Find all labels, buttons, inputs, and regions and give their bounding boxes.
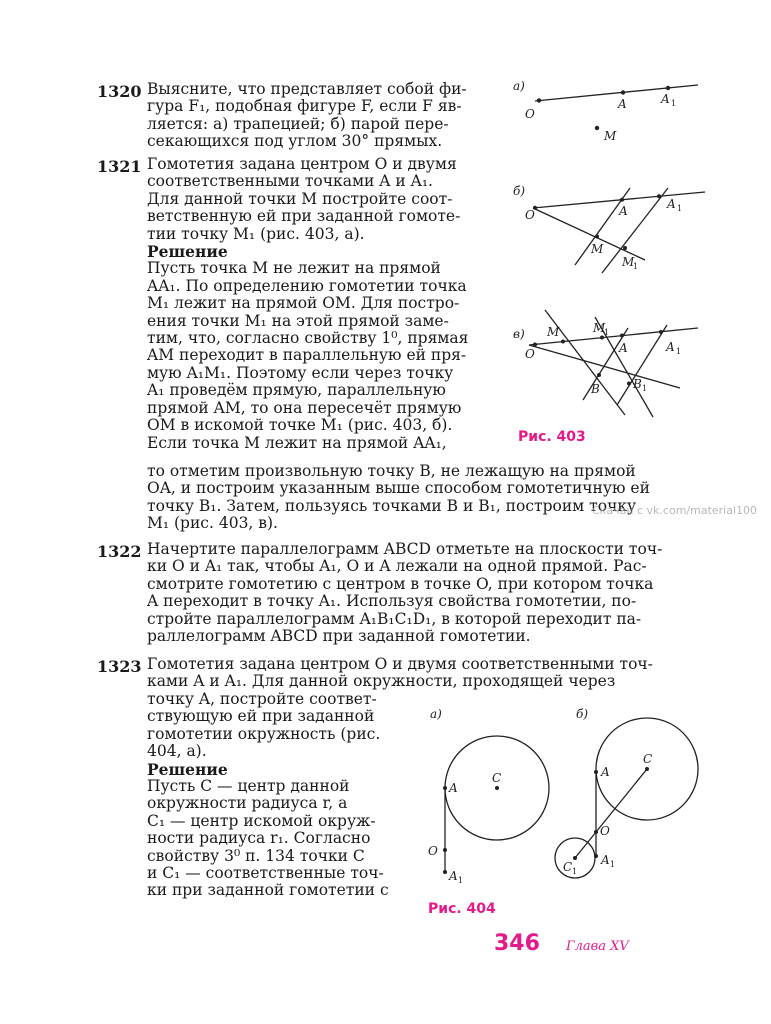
text-line: свойству 3⁰ п. 134 точки C: [147, 846, 365, 865]
point-A: [621, 90, 625, 94]
text-line: ствующую ей при заданной: [147, 707, 375, 726]
text-line: M₁ (рис. 403, в).: [147, 514, 278, 533]
label-A: A: [449, 781, 458, 795]
text-line: Гомотетия задана центром O и двумя соответственными точ-: [147, 655, 653, 673]
point-O: [533, 343, 537, 347]
text-line: раллелограмм ABCD при заданной гомотетии.: [147, 627, 531, 646]
problem-1321-text: [147, 156, 497, 452]
point-M1: [623, 246, 627, 250]
text-line: OM в искомой точке M₁ (рис. 403, б).: [147, 416, 453, 435]
point-A1: [594, 854, 598, 858]
label-M1: M: [593, 321, 606, 335]
problem-1320-text: [147, 81, 497, 151]
fig403-part-c-label: в): [513, 327, 525, 341]
label-A1: A: [601, 853, 610, 867]
solution-heading: Решение: [147, 759, 228, 779]
figure-403: [505, 70, 715, 460]
text-line: то отметим произвольную точку B, не лежащую на прямой: [147, 462, 636, 480]
text-line: ки при заданной гомотетии с: [147, 881, 389, 900]
label-B: B: [591, 382, 600, 396]
label-C: C: [643, 752, 653, 766]
label-A1-sub: 1: [458, 876, 464, 885]
label-C1: C: [563, 860, 573, 874]
text-line: ветственную ей при заданной гомоте-: [147, 207, 461, 226]
label-A1: A: [667, 197, 676, 211]
text-line: AM переходит в параллельную ей пря-: [147, 346, 467, 365]
point-B1: [627, 382, 631, 386]
point-M: [595, 235, 599, 239]
text-line: A₁ проведём прямую, параллельную: [147, 381, 446, 400]
label-M1: M: [622, 255, 635, 269]
text-line: точку A, постройте соответ-: [147, 690, 377, 708]
text-line: точку B₁. Затем, пользуясь точками B и B₁, построим точку: [147, 496, 637, 515]
label-A1: A: [661, 92, 670, 106]
text-line: прямой AM, то она пересечёт прямую: [147, 398, 462, 417]
point-C1: [573, 856, 577, 860]
label-O: O: [525, 107, 535, 121]
text-line: соответственными точками A и A₁.: [147, 172, 433, 191]
label-A1-sub: 1: [676, 347, 682, 356]
chapter-title: Глава XV: [566, 939, 629, 954]
line-A1B1: [617, 325, 667, 405]
label-C1-sub: 1: [572, 867, 578, 876]
text-line: гура F₁, подобная фигуре F, если F яв-: [147, 97, 462, 116]
text-line: OA, и построим указанным выше способом гомотетичную ей: [147, 479, 650, 498]
text-line: мую A₁M₁. Поэтому если через точку: [147, 363, 454, 382]
text-line: Пусть C — центр данной: [147, 777, 350, 796]
fig404-part-a-label: а): [430, 707, 442, 721]
text-line: тии точку M₁ (рис. 403, а).: [147, 224, 365, 243]
text-line: ения точки M₁ на этой прямой заме-: [147, 311, 449, 330]
text-line: тим, что, согласно свойству 1⁰, прямая: [147, 329, 469, 348]
text-line: Начертите параллелограмм ABCD отметьте на плоскости точ-: [147, 540, 663, 558]
label-A: A: [619, 341, 628, 355]
label-M: M: [547, 325, 560, 339]
label-B1: B: [633, 377, 642, 391]
text-line: Для данной точки M постройте соот-: [147, 189, 453, 208]
text-line: AA₁. По определению гомотетии точка: [147, 276, 467, 295]
label-A: A: [601, 765, 610, 779]
text-line: A переходит в точку A₁. Используя свойства гомотетии, по-: [147, 592, 637, 611]
label-M: M: [604, 129, 617, 143]
point-C: [495, 786, 499, 790]
text-line: ками A и A₁. Для данной окружности, проходящей через: [147, 672, 616, 691]
label-A1-sub: 1: [610, 860, 616, 869]
text-line: и C₁ — соответственные точ-: [147, 864, 384, 883]
point-A1: [657, 194, 661, 198]
text-line: Пусть точка M не лежит на прямой: [147, 259, 441, 278]
point-A1: [666, 86, 670, 90]
text-line: Если точка M лежит на прямой AA₁,: [147, 433, 447, 452]
label-C: C: [492, 771, 502, 785]
label-A1: A: [449, 869, 458, 883]
label-B1-sub: 1: [642, 384, 648, 393]
text-line: Выясните, что представляет собой фи-: [147, 80, 467, 98]
label-O: O: [525, 347, 535, 361]
label-A: A: [619, 204, 628, 218]
point-A1: [659, 330, 663, 334]
text-line: M₁ лежит на прямой OM. Для постро-: [147, 294, 460, 313]
problem-1321-wide-text: [147, 463, 709, 533]
line-OM: [533, 208, 645, 260]
point-O: [594, 830, 598, 834]
label-O: O: [428, 844, 438, 858]
label-A1-sub: 1: [677, 204, 683, 213]
text-line: гомотетии окружность (рис.: [147, 724, 381, 743]
problem-number-1320: 1320: [97, 82, 142, 101]
point-B: [597, 373, 601, 377]
text-line: 404, а).: [147, 742, 207, 761]
point-A: [620, 198, 624, 202]
point-M: [561, 340, 565, 344]
figure-403-caption: Рис. 403: [518, 429, 586, 445]
label-O: O: [600, 824, 610, 838]
problem-1322-text: [147, 541, 709, 645]
figure-404-caption: Рис. 404: [428, 901, 496, 917]
page-number: 346: [494, 931, 540, 956]
point-M: [595, 126, 599, 130]
watermark: Скачан с vk.com/material100: [592, 504, 758, 517]
point-O: [443, 848, 447, 852]
fig404-part-b-label: б): [576, 707, 589, 721]
label-M1-sub: 1: [633, 262, 639, 271]
label-O: O: [525, 208, 535, 222]
problem-1323-wide-text: [147, 656, 709, 691]
problem-number-1322: 1322: [97, 542, 142, 561]
point-A1: [443, 870, 447, 874]
figure-404: [418, 702, 718, 897]
problem-number-1323: 1323: [97, 657, 142, 676]
fig403-part-b-label: б): [513, 184, 526, 198]
text-line: секающихся под углом 30° прямых.: [147, 132, 443, 151]
point-A: [594, 770, 598, 774]
label-M: M: [591, 242, 604, 256]
text-line: C₁ — центр искомой окруж-: [147, 811, 376, 830]
label-A1: A: [666, 340, 675, 354]
label-A1-sub: 1: [671, 99, 677, 108]
point-C: [645, 767, 649, 771]
text-line: ности радиуса r₁. Согласно: [147, 829, 371, 848]
solution-heading: Решение: [147, 242, 228, 262]
line-CC1: [575, 769, 647, 858]
label-M1-sub: 1: [604, 328, 610, 337]
text-line: ляется: а) трапецией; б) парой пере-: [147, 114, 449, 133]
text-line: окружности радиуса r, а: [147, 794, 348, 813]
point-O: [537, 98, 541, 102]
problem-number-1321: 1321: [97, 157, 142, 176]
fig403-part-a-label: а): [513, 79, 525, 93]
point-A: [620, 334, 624, 338]
problem-1323-text: [147, 691, 409, 900]
text-line: стройте параллелограмм A₁B₁C₁D₁, в которой переходит па-: [147, 609, 642, 628]
text-line: ки O и A₁ так, чтобы A₁, O и A лежали на одной прямой. Рас-: [147, 557, 647, 576]
label-A: A: [618, 97, 627, 111]
text-line: Гомотетия задана центром O и двумя: [147, 155, 457, 173]
text-line: смотрите гомотетию с центром в точке O, при котором точка: [147, 574, 654, 593]
point-A: [443, 786, 447, 790]
